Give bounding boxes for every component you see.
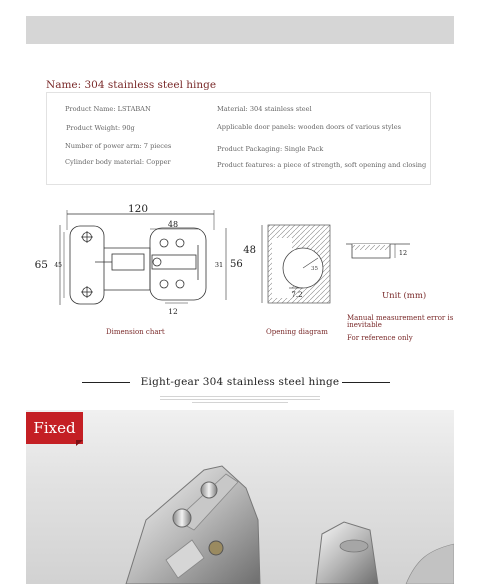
label-inner-width: 48 <box>167 220 179 229</box>
spec-material: Material: 304 stainless steel <box>217 105 312 113</box>
opening-diagram-drawing <box>243 225 330 303</box>
spec-cylinder-material: Cylinder body material: Copper <box>65 158 171 166</box>
label-bottom-width: 12 <box>168 307 178 316</box>
hinge-product-photo <box>26 410 454 584</box>
section-divider-right <box>342 382 390 383</box>
spec-packaging: Product Packaging: Single Pack <box>217 145 324 153</box>
section-title: Eight-gear 304 stainless steel hinge <box>140 376 340 388</box>
spec-door-panels: Applicable door panels: wooden doors of various styles <box>217 123 402 131</box>
badge-fold-corner <box>76 440 83 446</box>
fixed-badge <box>26 412 83 444</box>
dimension-cup-height <box>215 228 243 300</box>
label-right-height: 56 <box>230 259 243 270</box>
cup-section-drawing <box>346 244 410 258</box>
caption-dimension-chart: Dimension chart <box>106 328 165 336</box>
label-opening-radius: 35 <box>311 266 318 272</box>
note-reference-only: For reference only <box>347 334 413 342</box>
top-banner-bar <box>26 16 454 44</box>
label-height-outer: 65 <box>34 259 48 271</box>
spec-power-arm: Number of power arm: 7 pieces <box>65 142 172 150</box>
label-opening-height: 48 <box>243 245 256 256</box>
label-cup-depth: 12 <box>398 249 408 257</box>
dimension-height <box>35 225 64 305</box>
spec-weight: Product Weight: 90g <box>66 124 135 132</box>
spec-product-name: Product Name: LSTABAN <box>65 105 151 113</box>
label-height-inner: 45 <box>54 262 62 269</box>
dimension-bottom-width <box>165 303 188 316</box>
unit-label: Unit (mm) <box>382 291 427 301</box>
fixed-badge-label: Fixed <box>33 419 76 437</box>
product-name-title: Name: 304 stainless steel hinge <box>46 79 217 91</box>
label-opening-offset: 7.2 <box>291 291 303 299</box>
caption-opening-diagram: Opening diagram <box>266 328 328 336</box>
fine-print-decoration <box>160 394 320 404</box>
spec-features: Product features: a piece of strength, soft opening and closing <box>217 161 427 169</box>
note-measurement-error: Manual measurement error is inevitable <box>347 314 454 329</box>
hinge-plate-drawing <box>70 226 206 304</box>
label-cup-height: 31 <box>214 261 224 269</box>
label-overall-width: 120 <box>127 203 149 215</box>
